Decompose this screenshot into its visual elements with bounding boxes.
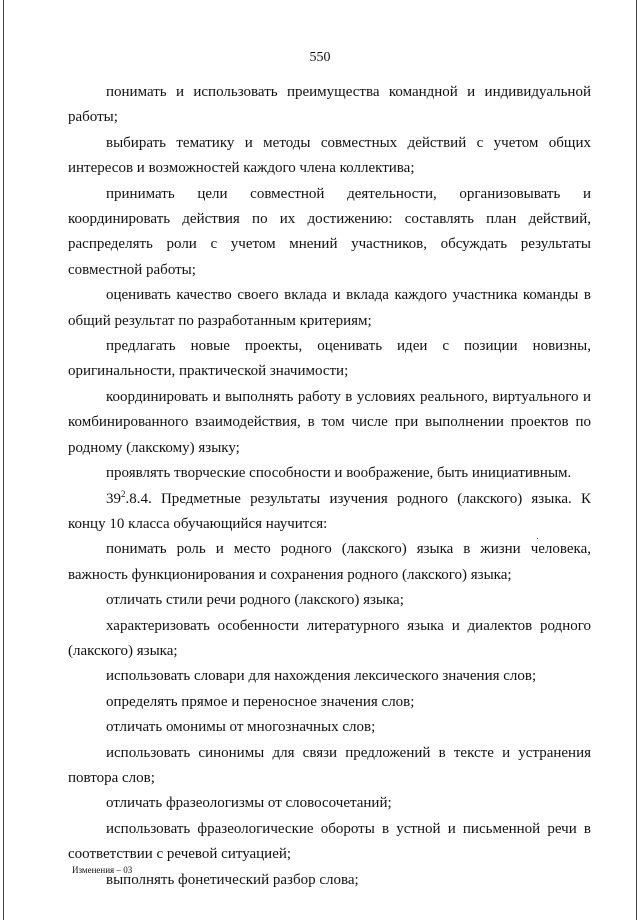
paragraph: предлагать новые проекты, оценивать идеи с позиции новизны, оригинальности, практической значимости; xyxy=(68,338,591,380)
paragraph: понимать роль и место родного (лакского) языка в жизни человека, важность функционирования и сохранения родного (лакского) языка; xyxy=(68,541,591,583)
paragraph: использовать словари для нахождения лексического значения слов; xyxy=(106,668,537,685)
paragraph: оценивать качество своего вклада и вклада каждого участника команды в общий результат по разработанным критериям; xyxy=(68,287,591,329)
paragraph: отличать фразеологизмы от словосочетаний; xyxy=(106,795,392,812)
paragraph: отличать стили речи родного (лакского) языка; xyxy=(106,592,404,609)
paragraph: координировать и выполнять работу в условиях реального, виртуального и комбинированного взаимодействия, в том числе при выполнении проектов по родному (лакскому) языку; xyxy=(68,388,591,456)
paragraph: использовать синонимы для связи предложений в тексте и устранения повтора слов; xyxy=(68,744,591,786)
paragraph: отличать омонимы от многозначных слов; xyxy=(106,719,376,736)
paragraph: проявлять творческие способности и воображение, быть инициативным. xyxy=(106,465,572,482)
paragraph: понимать и использовать преимущества командной и индивидуальной работы; xyxy=(68,84,591,126)
body-text xyxy=(68,80,591,893)
page-number: 550 xyxy=(309,50,331,65)
paragraph: принимать цели совместной деятельности, организовывать и координировать действия по их достижению: составлять план действий, распределять роли с учетом мнений участников, обсуждать результаты совместной работы; xyxy=(68,185,591,278)
section-heading-paragraph xyxy=(68,487,591,538)
paragraph: определять прямое и переносное значения слов; xyxy=(106,693,415,710)
paragraph: использовать фразеологические обороты в устной и письменной речи в соответствии с речевой ситуацией; xyxy=(68,820,591,863)
page-frame-right xyxy=(636,0,637,920)
section-number-superscript: 2 xyxy=(121,488,126,499)
section-text: Предметные результаты изучения родного (лакского) языка. К концу 10 класса обучающийся научится: xyxy=(68,490,591,532)
paragraph: выполнять фонетический разбор слова; xyxy=(106,871,359,888)
footer-note: Изменения – 03 xyxy=(72,865,133,875)
paragraph: характеризовать особенности литературного языка и диалектов родного (лакского) языка; xyxy=(68,617,591,659)
paragraph: выбирать тематику и методы совместных действий с учетом общих интересов и возможностей каждого члена коллектива; xyxy=(68,134,591,177)
scan-speck xyxy=(537,538,538,539)
page-frame-left xyxy=(3,0,4,920)
section-number: 39 xyxy=(106,490,121,507)
section-number-rest: .8.4. xyxy=(125,490,152,507)
